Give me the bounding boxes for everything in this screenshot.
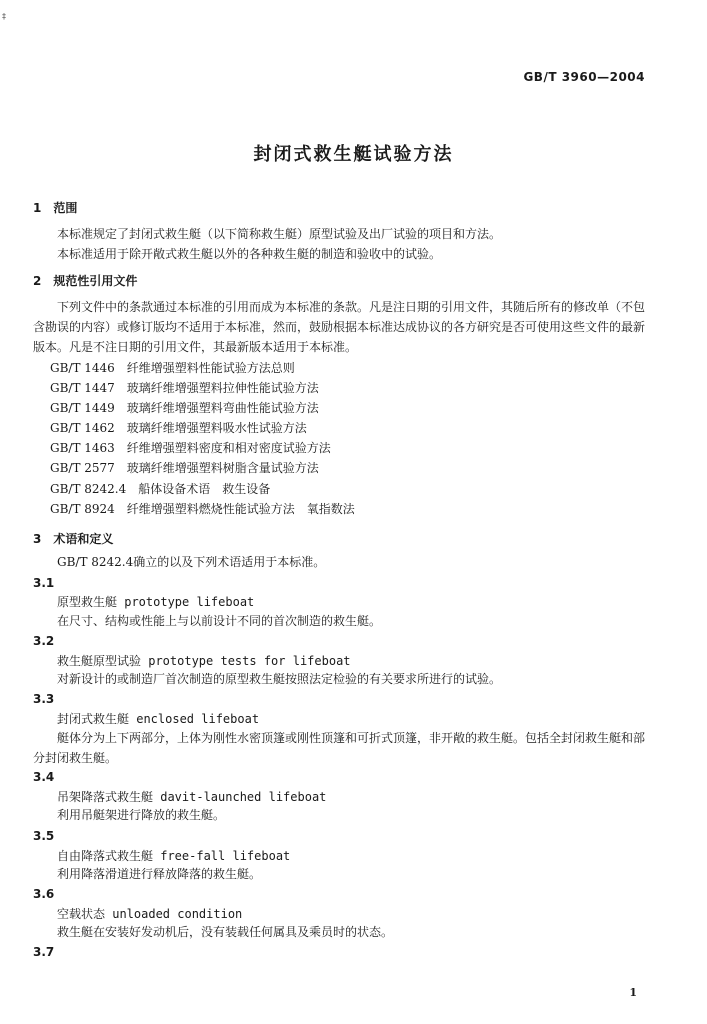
reference-item: GB/T 1449 玻璃纤维增强塑料弯曲性能试验方法 xyxy=(50,401,319,415)
section-1-para-2: 本标准适用于除开敞式救生艇以外的各种救生艇的制造和验收中的试验。 xyxy=(57,247,442,261)
section-3-heading: 3 术语和定义 xyxy=(33,532,114,546)
reference-item: GB/T 1447 玻璃纤维增强塑料拉伸性能试验方法 xyxy=(50,381,319,395)
term-number: 3.5 xyxy=(33,829,55,843)
section-1-para-1: 本标准规定了封闭式救生艇（以下简称救生艇）原型试验及出厂试验的项目和方法。 xyxy=(57,227,502,241)
term-definition: 利用降落滑道进行释放降落的救生艇。 xyxy=(57,867,262,881)
term-definition: 利用吊艇架进行降放的救生艇。 xyxy=(57,808,226,822)
term-name: 空载状态 unloaded condition xyxy=(57,907,243,921)
term-definition: 对新设计的或制造厂首次制造的原型救生艇按照法定检验的有关要求所进行的试验。 xyxy=(57,672,502,686)
reference-item: GB/T 1463 纤维增强塑料密度和相对密度试验方法 xyxy=(50,441,331,455)
term-name: 救生艇原型试验 prototype tests for lifeboat xyxy=(57,654,351,668)
reference-item: GB/T 1462 玻璃纤维增强塑料吸水性试验方法 xyxy=(50,421,307,435)
section-1-heading: 1 范围 xyxy=(33,201,78,215)
page-title: 封闭式救生艇试验方法 xyxy=(253,144,454,165)
term-name: 原型救生艇 prototype lifeboat xyxy=(57,595,255,609)
term-name: 吊架降落式救生艇 davit-launched lifeboat xyxy=(57,790,327,804)
term-name: 封闭式救生艇 enclosed lifeboat xyxy=(57,712,260,726)
page-number: 1 xyxy=(629,986,637,999)
term-number: 3.7 xyxy=(33,945,55,959)
scan-edge-mark: ‡ xyxy=(2,12,6,21)
section-2-heading: 2 规范性引用文件 xyxy=(33,274,138,288)
term-definition: 艇体分为上下两部分，上体为刚性水密顶篷或刚性顶篷和可折式顶篷，非开敞的救生艇。包括全封闭救生艇和部分封闭救生艇。 xyxy=(33,731,646,765)
term-name: 自由降落式救生艇 free-fall lifeboat xyxy=(57,849,291,863)
reference-item: GB/T 1446 纤维增强塑料性能试验方法总则 xyxy=(50,361,295,375)
reference-item: GB/T 8242.4 船体设备术语 救生设备 xyxy=(50,482,271,496)
reference-item: GB/T 8924 纤维增强塑料燃烧性能试验方法 氧指数法 xyxy=(50,502,355,516)
standard-code: GB/T 3960—2004 xyxy=(523,70,645,84)
term-number: 3.1 xyxy=(33,576,55,590)
term-number: 3.6 xyxy=(33,887,55,901)
reference-item: GB/T 2577 玻璃纤维增强塑料树脂含量试验方法 xyxy=(50,461,319,475)
section-2-intro: 下列文件中的条款通过本标准的引用而成为本标准的条款。凡是注日期的引用文件，其随后所有的修改单（不包含勘误的内容）或修订版均不适用于本标准，然而，鼓励根据本标准达成协议的各方研究是否可使用这些文件的最新版本。凡是不注日期的引用文件，其最新版本适用于本标准。 xyxy=(33,300,646,354)
term-number: 3.2 xyxy=(33,634,55,648)
term-number: 3.3 xyxy=(33,692,55,706)
term-definition: 救生艇在安装好发动机后，没有装载任何属具及乘员时的状态。 xyxy=(57,925,394,939)
term-number: 3.4 xyxy=(33,770,55,784)
section-3-intro: GB/T 8242.4确立的以及下列术语适用于本标准。 xyxy=(57,555,326,569)
term-definition: 在尺寸、结构或性能上与以前设计不同的首次制造的救生艇。 xyxy=(57,614,382,628)
